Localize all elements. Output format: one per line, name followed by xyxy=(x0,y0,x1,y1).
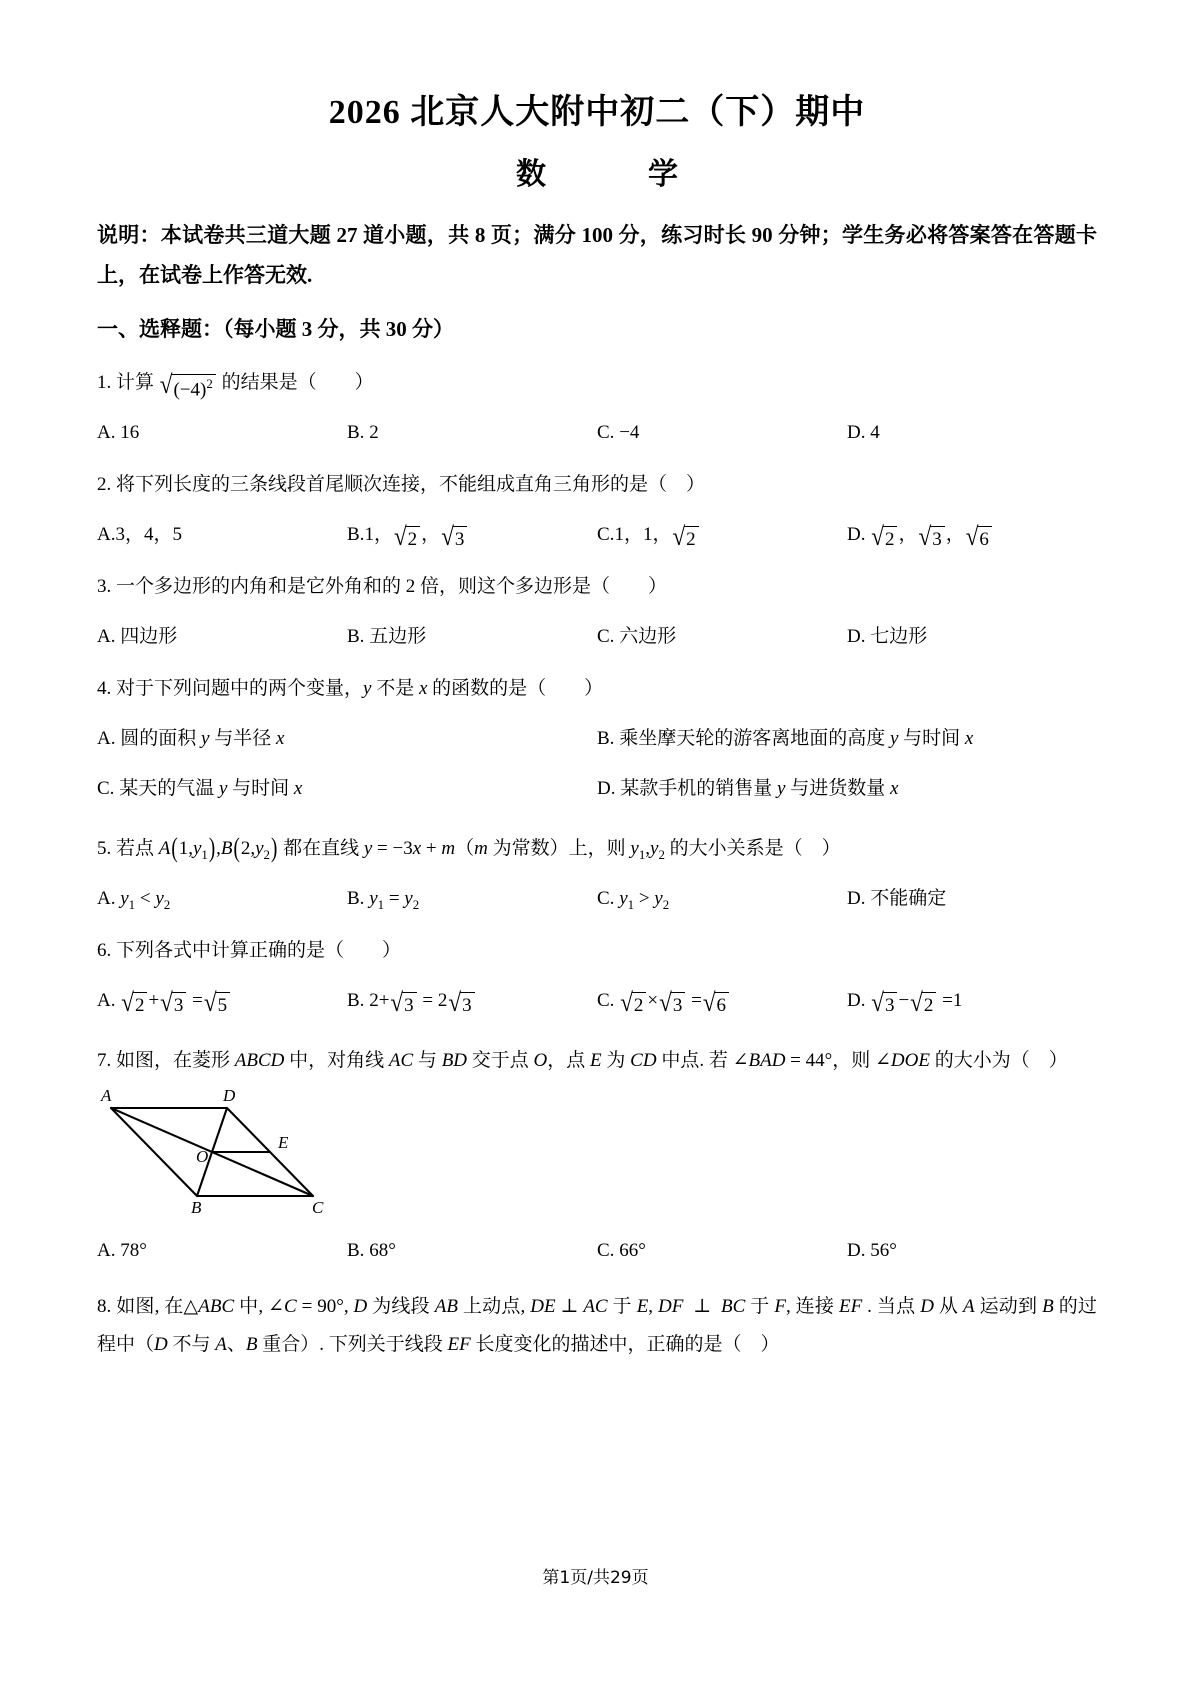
option-label: B. xyxy=(597,728,615,750)
question-7-options xyxy=(97,1232,1097,1270)
option-label: D. xyxy=(847,990,866,1012)
question-3-options xyxy=(97,618,1097,656)
sqrt-expression xyxy=(159,370,216,402)
option-label: B. xyxy=(347,990,365,1012)
option-text: 4 xyxy=(870,422,880,444)
question-8-stem: 8. 如图, 在△ABC 中, ∠C = 90°, D 为线段 AB 上动点, DE ⊥ AC 于 E, DF ⊥ BC 于 F, 连接 EF . 当点 D 从 A 运动到 B 的过程中（D 不与 A、B 重合）. 下列关于线段 EF 长度变化的描述中，正确的是（ ） xyxy=(97,1296,1097,1356)
option-label: A. xyxy=(97,422,116,444)
option-label: C. xyxy=(597,626,615,648)
option-text: 六边形 xyxy=(619,626,677,648)
vertex-label-c: C xyxy=(312,1198,324,1217)
question-8-number: 8. xyxy=(97,1296,112,1318)
option-text: 16 xyxy=(120,422,140,444)
question-3-stem xyxy=(97,568,1097,606)
option-text: 56° xyxy=(870,1240,897,1262)
option-2-a[interactable]: A.3，4，5 xyxy=(97,524,182,546)
option-1-c[interactable] xyxy=(597,414,847,452)
option-label: B. xyxy=(347,1240,365,1262)
question-7-figure xyxy=(97,1086,1097,1216)
page-title: 2026 北京人大附中初二（下）期中 xyxy=(328,94,866,131)
option-label: D. xyxy=(847,1240,866,1262)
question-7-number: 7. xyxy=(97,1050,112,1072)
option-label: D. xyxy=(847,626,866,648)
subject-title: 数 学 xyxy=(516,157,692,191)
question-1-stem-post: 的结果是（ ） xyxy=(221,372,374,394)
question-2-stem xyxy=(97,466,1097,504)
option-6-a[interactable]: A. √ 2 + √ 3 = √ 5 xyxy=(97,982,347,1020)
option-label: C. xyxy=(597,422,615,444)
option-text: 七边形 xyxy=(870,626,928,648)
radical-sign: √ xyxy=(159,370,173,400)
page-content xyxy=(97,70,1097,1364)
question-6-number: 6. xyxy=(97,940,112,962)
option-label: C. xyxy=(597,524,615,546)
question-1-stem-pre: 计算 xyxy=(116,372,155,394)
question-2-text: 将下列长度的三条线段首尾顺次连接，不能组成直角三角形的是（ ） xyxy=(116,474,706,496)
question-6-options xyxy=(97,982,1097,1020)
option-1-b[interactable] xyxy=(347,414,597,452)
option-text: 四边形 xyxy=(120,626,178,648)
exam-instructions: 说明：本试卷共三道大题 27 道小题，共 8 页；满分 100 分，练习时长 90 分钟；学生务必将答案答在答题卡上，在试卷上作答无效. xyxy=(97,222,1097,288)
rhombus-abcd-diagram xyxy=(97,1086,357,1216)
option-3-c[interactable] xyxy=(597,618,847,656)
question-1-stem xyxy=(97,364,1097,402)
question-4-number: 4. xyxy=(97,678,112,700)
option-label: A. xyxy=(97,728,116,750)
option-7-d[interactable] xyxy=(847,1232,1097,1270)
option-label: C. xyxy=(597,990,615,1012)
option-label: D. xyxy=(847,888,866,910)
option-5-c[interactable]: C. $y_1 > y_2$ xyxy=(597,888,670,913)
option-5-d[interactable] xyxy=(847,880,1097,918)
question-3-number: 3. xyxy=(97,576,112,598)
option-5-a[interactable]: A. $y_1 < y_2$ xyxy=(97,888,171,913)
option-4-a[interactable]: A. 圆的面积 y 与半径 x xyxy=(97,728,285,750)
question-1-options xyxy=(97,414,1097,452)
option-label: A. xyxy=(97,990,116,1012)
question-3-text: 一个多边形的内角和是它外角和的 2 倍，则这个多边形是（ ） xyxy=(116,576,668,598)
option-7-c[interactable] xyxy=(597,1232,847,1270)
question-5-number: 5. xyxy=(97,838,112,860)
question-6-text: 下列各式中计算正确的是（ ） xyxy=(116,940,402,962)
question-1-number: 1. xyxy=(97,372,112,394)
vertex-label-d: D xyxy=(223,1086,236,1106)
option-label: B. xyxy=(347,888,365,910)
option-6-d[interactable]: D. √ 3 − √ 2 =1 xyxy=(847,988,963,1018)
option-1-a[interactable] xyxy=(97,414,347,452)
option-6-c[interactable]: C. √ 2 × √ 3 = √ 6 xyxy=(597,982,847,1020)
option-text: 78° xyxy=(120,1240,147,1262)
option-label: D. xyxy=(847,524,866,546)
vertex-label-b: B xyxy=(191,1198,202,1217)
question-7-stem: 7. 如图，在菱形 ABCD 中，对角线 AC 与 BD 交于点 O，点 E 为 CD 中点. 若 ∠BAD = 44°，则 ∠DOE 的大小为（ ） xyxy=(97,1050,1068,1072)
radicand: $(-4)^2$ xyxy=(171,374,215,402)
option-7-a[interactable] xyxy=(97,1232,347,1270)
option-3-d[interactable] xyxy=(847,618,1097,656)
question-5-options xyxy=(97,880,1097,918)
option-label: C. xyxy=(597,1240,615,1262)
option-label: A. xyxy=(97,626,116,648)
option-text: −4 xyxy=(619,422,640,444)
page-footer: 第1页/共29页 xyxy=(542,1568,649,1588)
option-4-c[interactable]: C. 某天的气温 y 与时间 x xyxy=(97,778,303,800)
option-label: C. xyxy=(97,778,115,800)
option-text: 五边形 xyxy=(369,626,427,648)
option-label: B. xyxy=(347,524,365,546)
option-4-b[interactable]: B. 乘坐摩天轮的游客离地面的高度 y 与时间 x xyxy=(597,728,974,750)
section-heading: 一、选释题：（每小题 3 分，共 30 分） xyxy=(97,317,454,342)
question-2-number: 2. xyxy=(97,474,112,496)
option-text: 68° xyxy=(369,1240,396,1262)
option-label: A. xyxy=(97,888,116,910)
option-1-d[interactable] xyxy=(847,414,1097,452)
option-5-b[interactable]: B. $y_1 = y_2$ xyxy=(347,888,420,913)
question-6-stem xyxy=(97,932,1097,970)
question-4-stem: 4. 对于下列问题中的两个变量，y 不是 x 的函数的是（ ） xyxy=(97,678,604,700)
option-label: D. xyxy=(597,778,616,800)
option-7-b[interactable] xyxy=(347,1232,597,1270)
option-label: A. xyxy=(97,1240,116,1262)
option-label: A. xyxy=(97,524,116,546)
option-label: C. xyxy=(597,888,615,910)
vertex-label-a: A xyxy=(101,1086,112,1106)
option-2-b[interactable]: B.1， √ 2 ， √ 3 xyxy=(347,516,597,554)
question-4-options-row1 xyxy=(97,720,1097,758)
option-3-b[interactable] xyxy=(347,618,597,656)
option-label: B. xyxy=(347,422,365,444)
option-text: 2 xyxy=(369,422,379,444)
option-4-d[interactable]: D. 某款手机的销售量 y 与进货数量 x xyxy=(597,778,899,800)
option-2-d[interactable]: D. √ 2 ， √ 3 ， √ 6 xyxy=(847,516,1097,554)
option-label: B. xyxy=(347,626,365,648)
question-4-options-row2 xyxy=(97,770,1097,808)
option-3-a[interactable] xyxy=(97,618,347,656)
question-5-stem: 5. 若点 $A(1,y_1),B(2,y_2)$ 都在直线 y = −3x + m（m 为常数）上，则 $y_1,y_2$ 的大小关系是（ ） xyxy=(97,833,841,864)
option-6-b[interactable]: B. 2+ √ 3 = 2 √ 3 xyxy=(347,982,597,1020)
question-2-options xyxy=(97,516,1097,554)
option-label: D. xyxy=(847,422,866,444)
option-2-c[interactable]: C.1，1， √ 2 xyxy=(597,516,847,554)
vertex-label-o: O xyxy=(196,1147,209,1167)
vertex-label-e: E xyxy=(278,1133,289,1153)
option-text: 66° xyxy=(619,1240,646,1262)
option-text: 不能确定 xyxy=(870,888,947,910)
